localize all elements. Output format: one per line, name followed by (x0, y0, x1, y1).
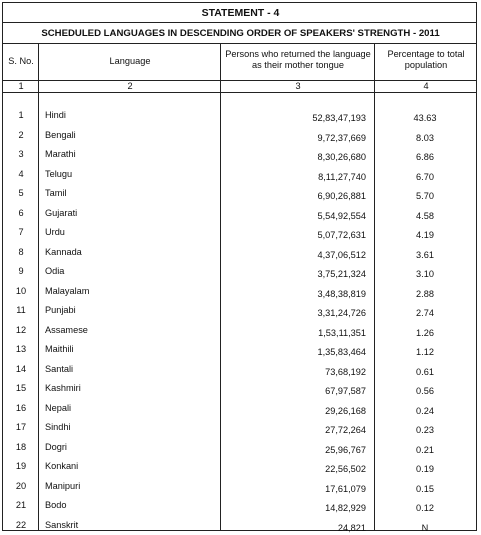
row-percentage: 4.19 (416, 230, 434, 240)
row-language: Dogri (45, 442, 67, 452)
row-percentage: 0.12 (416, 503, 434, 513)
row-speakers: 14,82,929 (325, 503, 366, 513)
row-language: Konkani (45, 461, 79, 471)
row-language: Maithili (45, 344, 74, 354)
row-percentage: 5.70 (416, 191, 434, 201)
row-percentage: 8.03 (416, 133, 434, 143)
column-number-1: 1 (18, 81, 24, 91)
row-speakers: 6,90,26,881 (317, 191, 366, 201)
row-percentage: 2.74 (416, 308, 434, 318)
row-sno: 11 (16, 305, 26, 315)
row-speakers: 29,26,168 (325, 406, 366, 416)
header-percentage: Percentage to total population (387, 49, 465, 70)
row-language: Urdu (45, 227, 65, 237)
row-percentage: 0.21 (416, 445, 434, 455)
header-sno: S. No. (8, 56, 34, 66)
title-divider (2, 22, 477, 23)
row-language: Punjabi (45, 305, 76, 315)
row-sno: 8 (18, 247, 24, 257)
column-number-divider (2, 92, 477, 93)
row-speakers: 24,821 (337, 523, 366, 533)
row-language: Odia (45, 266, 65, 276)
row-language: Sanskrit (45, 520, 79, 530)
row-language: Tamil (45, 188, 67, 198)
row-speakers: 25,96,767 (325, 445, 366, 455)
row-percentage: 1.26 (416, 328, 434, 338)
row-speakers: 52,83,47,193 (312, 113, 366, 123)
row-speakers: 1,53,11,351 (318, 328, 366, 338)
column-number-2: 2 (127, 81, 133, 91)
row-sno: 21 (15, 500, 27, 510)
row-sno: 9 (18, 266, 24, 276)
table-title: SCHEDULED LANGUAGES IN DESCENDING ORDER OF SPEAKERS' STRENGTH - 2011 (41, 28, 440, 39)
row-language: Telugu (45, 169, 73, 179)
row-percentage: 0.15 (416, 484, 434, 494)
subtitle-divider (2, 43, 477, 44)
row-language: Hindi (45, 110, 66, 120)
header-speakers: Persons who returned the language as their mother tongue (225, 49, 371, 70)
row-speakers: 8,11,27,740 (318, 172, 366, 182)
row-speakers: 22,56,502 (325, 464, 366, 474)
row-language: Malayalam (45, 286, 90, 296)
row-percentage: 2.88 (416, 289, 434, 299)
row-speakers: 17,61,079 (325, 484, 366, 494)
row-speakers: 9,72,37,669 (317, 133, 366, 143)
row-sno: 14 (15, 364, 27, 374)
row-language: Manipuri (45, 481, 81, 491)
column-number-3: 3 (295, 81, 301, 91)
row-sno: 1 (18, 110, 24, 120)
row-sno: 16 (15, 403, 27, 413)
row-percentage: 6.86 (416, 152, 434, 162)
row-percentage: 3.61 (416, 250, 434, 260)
row-speakers: 3,48,38,819 (317, 289, 366, 299)
row-language: Gujarati (45, 208, 78, 218)
row-language: Bengali (45, 130, 76, 140)
row-speakers: 3,75,21,324 (317, 269, 366, 279)
column-divider-sno (38, 43, 39, 531)
row-language: Assamese (45, 325, 88, 335)
row-speakers: 1,35,83,464 (317, 347, 366, 357)
row-sno: 15 (15, 383, 27, 393)
row-percentage: 0.24 (416, 406, 434, 416)
row-speakers: 67,97,587 (325, 386, 366, 396)
row-language: Kannada (45, 247, 82, 257)
row-sno: 4 (18, 169, 24, 179)
row-percentage: 3.10 (416, 269, 434, 279)
statement-label: STATEMENT - 4 (201, 7, 280, 19)
row-language: Kashmiri (45, 383, 81, 393)
row-sno: 7 (18, 227, 24, 237)
row-sno: 13 (15, 344, 27, 354)
row-language: Bodo (45, 500, 67, 510)
row-sno: 2 (18, 130, 24, 140)
row-sno: 17 (15, 422, 27, 432)
row-percentage: 0.23 (416, 425, 434, 435)
row-language: Santali (45, 364, 74, 374)
row-language: Nepali (45, 403, 72, 413)
row-sno: 20 (15, 481, 27, 491)
row-sno: 3 (18, 149, 24, 159)
row-sno: 19 (15, 461, 27, 471)
row-percentage: N (421, 523, 429, 533)
row-percentage: 6.70 (416, 172, 434, 182)
row-language: Sindhi (45, 422, 71, 432)
row-speakers: 73,68,192 (325, 367, 366, 377)
row-sno: 5 (18, 188, 24, 198)
row-speakers: 3,31,24,726 (317, 308, 366, 318)
row-speakers: 5,54,92,554 (317, 211, 366, 221)
row-percentage: 4.58 (416, 211, 434, 221)
column-divider-speakers (374, 43, 375, 531)
row-sno: 12 (15, 325, 27, 335)
row-percentage: 43.63 (413, 113, 437, 123)
row-percentage: 0.19 (416, 464, 434, 474)
row-percentage: 1.12 (416, 347, 434, 357)
row-speakers: 8,30,26,680 (317, 152, 366, 162)
row-speakers: 4,37,06,512 (317, 250, 366, 260)
row-language: Marathi (45, 149, 76, 159)
header-language: Language (109, 56, 151, 66)
row-percentage: 0.56 (416, 386, 434, 396)
row-sno: 6 (18, 208, 24, 218)
column-number-4: 4 (423, 81, 429, 91)
row-sno: 18 (15, 442, 27, 452)
row-sno: 22 (15, 520, 27, 530)
row-sno: 10 (15, 286, 27, 296)
row-speakers: 27,72,264 (325, 425, 366, 435)
row-speakers: 5,07,72,631 (317, 230, 366, 240)
row-percentage: 0.61 (416, 367, 434, 377)
